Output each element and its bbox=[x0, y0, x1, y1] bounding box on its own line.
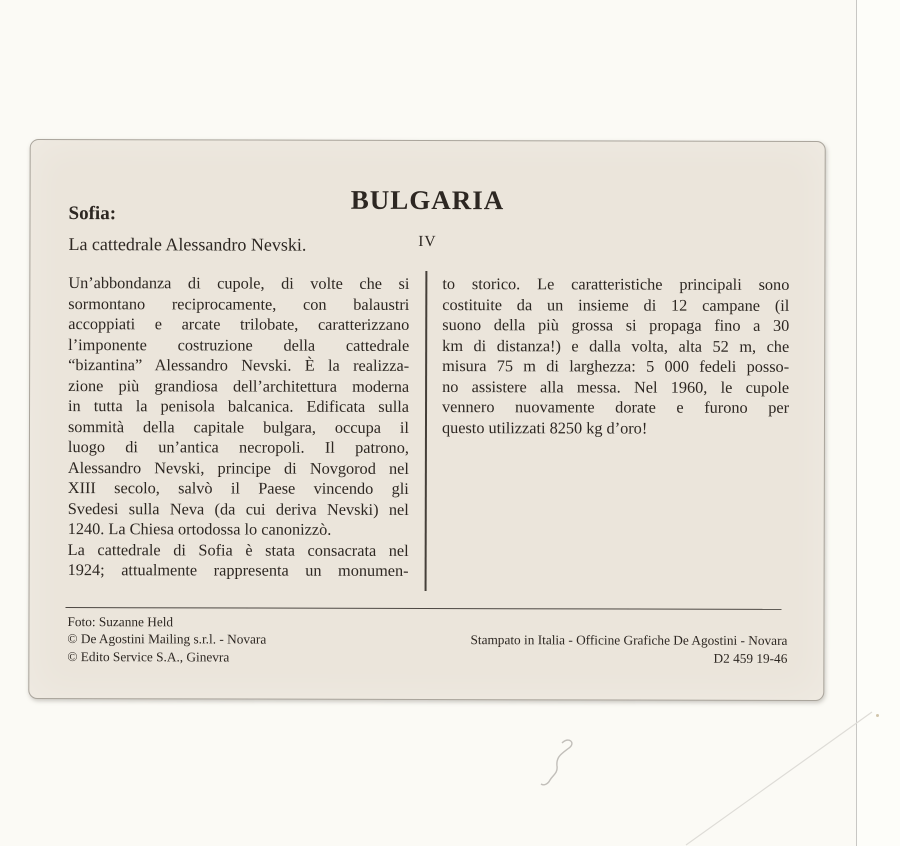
text-line: Svedesi sulla Neva (da cui deriva Nevski) nel bbox=[67, 498, 409, 519]
text-line: 1924; attualmente rappresenta un monumen- bbox=[67, 560, 409, 580]
printer-credit: Stampato in Italia - Officine Grafiche De Agostini - Novara bbox=[470, 632, 788, 648]
text-line: luogo di un’antica necropoli. Il patrono, bbox=[67, 437, 409, 457]
copyright-line-2: © Edito Service S.A., Ginevra bbox=[67, 648, 230, 665]
footer-rule bbox=[66, 607, 782, 610]
series-numeral: IV bbox=[418, 232, 437, 251]
text-line: l’imponente costruzione della cattedrale bbox=[68, 334, 410, 355]
postcard-back bbox=[28, 139, 825, 701]
footer-printer bbox=[470, 631, 787, 667]
text-line: sommità della capitale bulgara, occupa il bbox=[67, 416, 410, 437]
pencil-mark bbox=[528, 733, 588, 793]
scan-crease-line bbox=[680, 705, 880, 846]
text-line: sormontano reciprocamente, con balaustri bbox=[68, 293, 410, 314]
body-right-column bbox=[442, 274, 789, 439]
text-line: XIII secolo, salvò il Paese vincendo gli bbox=[67, 478, 409, 498]
text-line: costituite da un insieme di 12 campane (il bbox=[442, 294, 790, 315]
catalog-number: D2 459 19-46 bbox=[713, 650, 788, 666]
text-line: accoppiati e arcate trilobate, caratterizzano bbox=[68, 314, 410, 334]
scan-speck bbox=[876, 714, 879, 717]
text-line: suono della più grossa si propaga fino a 30 bbox=[442, 315, 790, 335]
body-left-column bbox=[68, 273, 410, 581]
text-line: vennero nuovamente dorate e furono per bbox=[442, 397, 790, 417]
copyright-line-1: © De Agostini Mailing s.r.l. - Novara bbox=[67, 631, 267, 647]
text-line: to storico. Le caratteristiche principali sono bbox=[442, 274, 790, 294]
text-line: Un’abbondanza di cupole, di volte che si bbox=[68, 273, 410, 293]
card-subtitle: La cattedrale Alessandro Nevski. bbox=[68, 234, 307, 255]
column-divider bbox=[425, 271, 427, 591]
text-line: 1240. La Chiesa ortodossa lo canonizzò. bbox=[67, 519, 332, 539]
text-line: in tutta la penisola balcanica. Edificata sulla bbox=[68, 396, 410, 416]
text-line: questo utilizzati 8250 kg d’oro! bbox=[441, 417, 648, 438]
text-line: no assistere alla messa. Nel 1960, le cupole bbox=[442, 376, 790, 397]
text-line: misura 75 m di larghezza: 5 000 fedeli posso- bbox=[442, 356, 790, 376]
text-line: “bizantina” Alessandro Nevski. È la realizza- bbox=[68, 355, 410, 375]
footer-credits bbox=[67, 613, 266, 666]
card-title: BULGARIA bbox=[350, 184, 505, 216]
location-heading: Sofia: bbox=[68, 203, 117, 225]
text-line: km di distanza!) e dalla volta, alta 52 m, che bbox=[442, 335, 790, 356]
text-line: zione più grandiosa dell’architettura moderna bbox=[68, 375, 410, 396]
text-line: Alessandro Nevski, principe di Novgorod nel bbox=[67, 457, 409, 478]
text-line: La cattedrale di Sofia è stata consacrata nel bbox=[67, 539, 409, 560]
photo-credit: Foto: Suzanne Held bbox=[67, 614, 174, 630]
